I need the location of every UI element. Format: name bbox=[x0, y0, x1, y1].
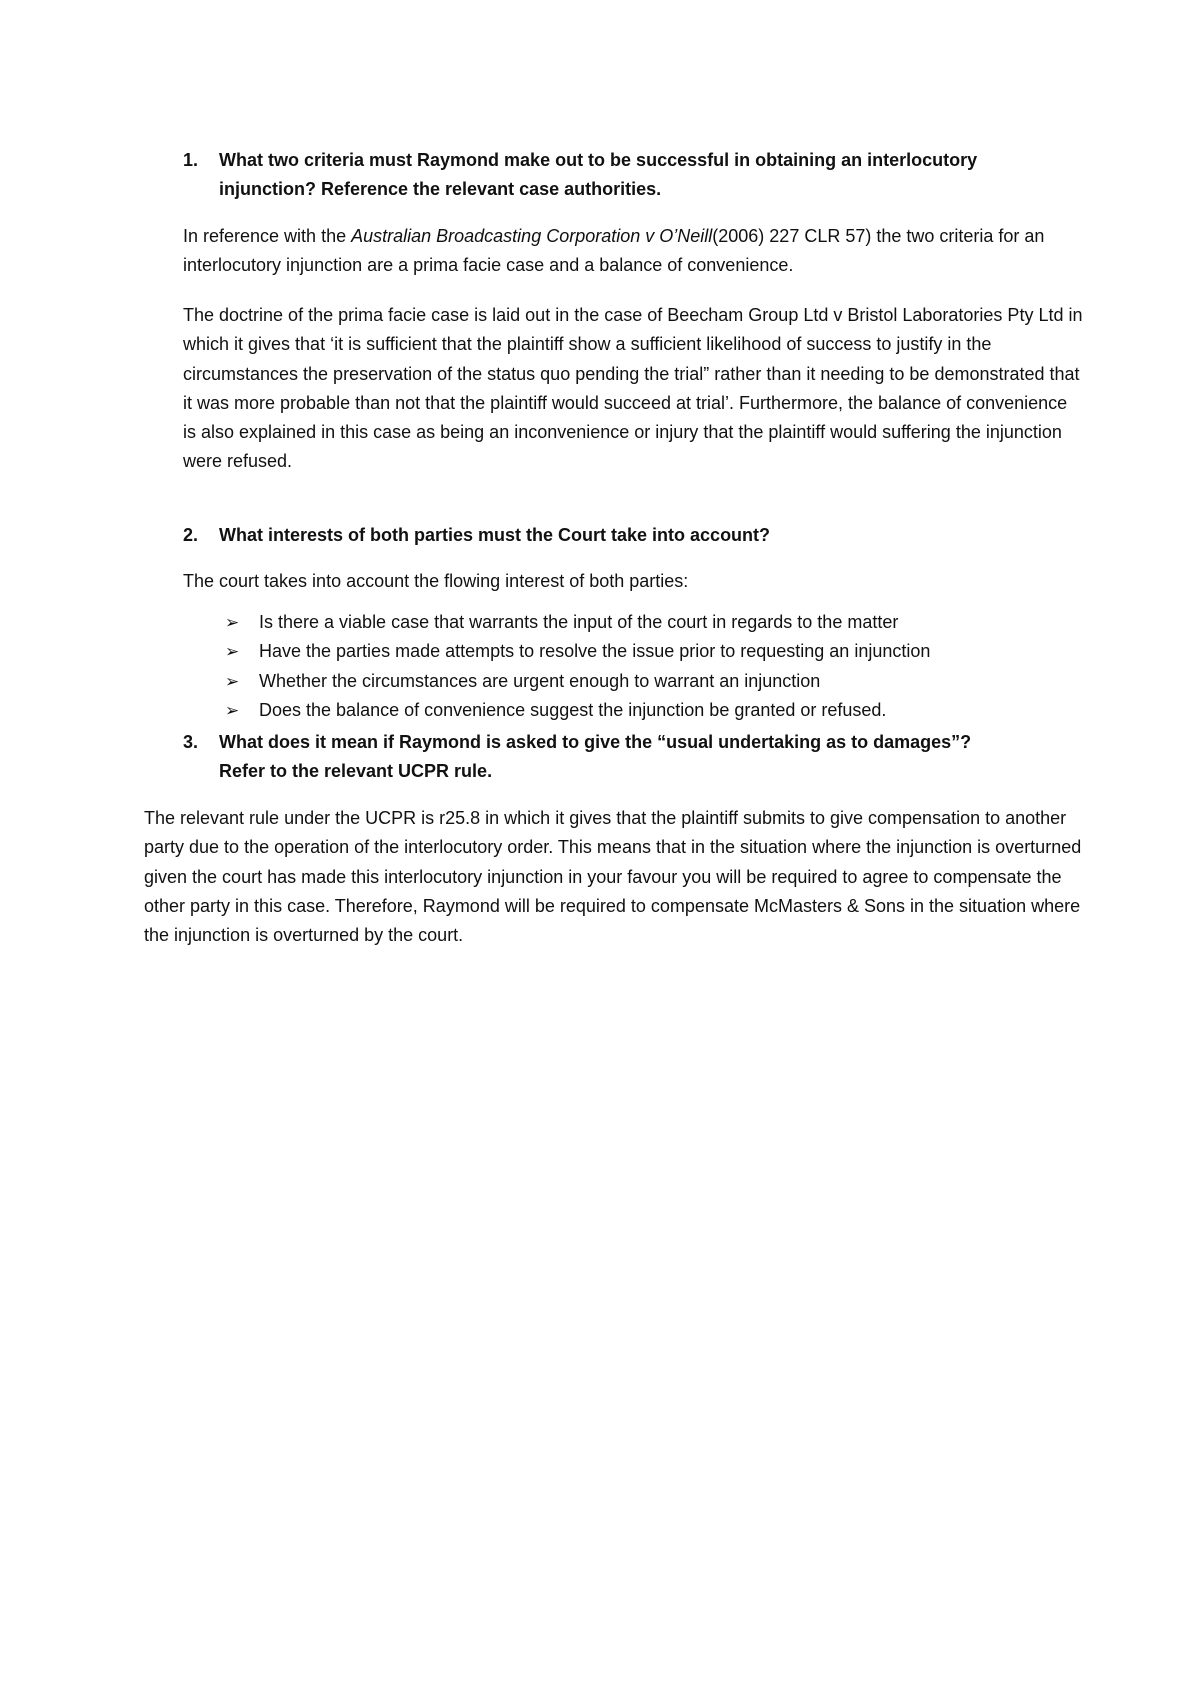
list-item: ➢ Is there a viable case that warrants the input of the court in regards to the matter bbox=[225, 608, 930, 637]
question-3-line-1: What does it mean if Raymond is asked to give the “usual undertaking as to damages”? bbox=[219, 732, 972, 752]
question-2-heading: What interests of both parties must the Court take into account? bbox=[219, 525, 771, 545]
question-1-heading bbox=[219, 146, 1099, 204]
question-2-number: 2. bbox=[183, 525, 199, 545]
answer-3-paragraph: The relevant rule under the UCPR is r25.8 in which it gives that the plaintiff submits to give compensation to another party due to the operation of the interlocutory order. This means that in the situation where the injunction is overturned given the court has made this interlocutory injunction in your favour you will be required to agree to compensate the other party in this case. Therefore, Raymond will be required to compensate McMasters & Sons in the situation where the injunction is overturned by the court. bbox=[144, 808, 1082, 946]
case-citation: Australian Broadcasting Corporation v O’Neill bbox=[351, 226, 713, 246]
paragraph-prefix: In reference with the bbox=[183, 226, 352, 246]
question-3-heading bbox=[219, 728, 1099, 786]
answer-1-paragraph-2: The doctrine of the prima facie case is laid out in the case of Beecham Group Ltd v Bristol Laboratories Pty Ltd in which it gives that ‘it is sufficient that the plaintiff show a sufficient likelihood of success to justify in the circumstances the preservation of the status quo pending the trial” rather than it needing to be demonstrated that it was more probable than not that the plaintiff would succeed at trial’. Furthermore, the balance of convenience is also explained in this case as being an inconvenience or injury that the plaintiff would suffering the injunction were refused. bbox=[183, 305, 1083, 472]
arrow-bullet-icon: ➢ bbox=[225, 700, 240, 720]
question-1-line-2: injunction? Reference the relevant case authorities. bbox=[219, 179, 662, 199]
question-1-line-1: What two criteria must Raymond make out to be successful in obtaining an interlocutory bbox=[219, 150, 978, 170]
arrow-bullet-icon: ➢ bbox=[225, 613, 240, 632]
question-3-line-2: Refer to the relevant UCPR rule. bbox=[219, 761, 493, 781]
question-3-number: 3. bbox=[183, 732, 199, 752]
arrow-bullet-icon: ➢ bbox=[225, 642, 240, 662]
answer-2-intro: The court takes into account the flowing interest of both parties: bbox=[183, 571, 689, 591]
list-item: ➢ Have the parties made attempts to resolve the issue prior to requesting an injunction bbox=[225, 637, 930, 666]
arrow-bullet-icon: ➢ bbox=[225, 671, 240, 691]
answer-1-paragraph-1 bbox=[183, 222, 1083, 281]
list-item: ➢ Whether the circumstances are urgent enough to warrant an injunction bbox=[225, 667, 930, 696]
paragraph-suffix: (2006) 227 CLR 57) the two criteria for an interlocutory injunction are a prima facie case and a balance of convenience. bbox=[183, 226, 1045, 276]
list-item: ➢ Does the balance of convenience suggest the injunction be granted or refused. bbox=[225, 696, 930, 725]
interest-list bbox=[225, 608, 930, 725]
question-1-number: 1. bbox=[183, 150, 199, 170]
